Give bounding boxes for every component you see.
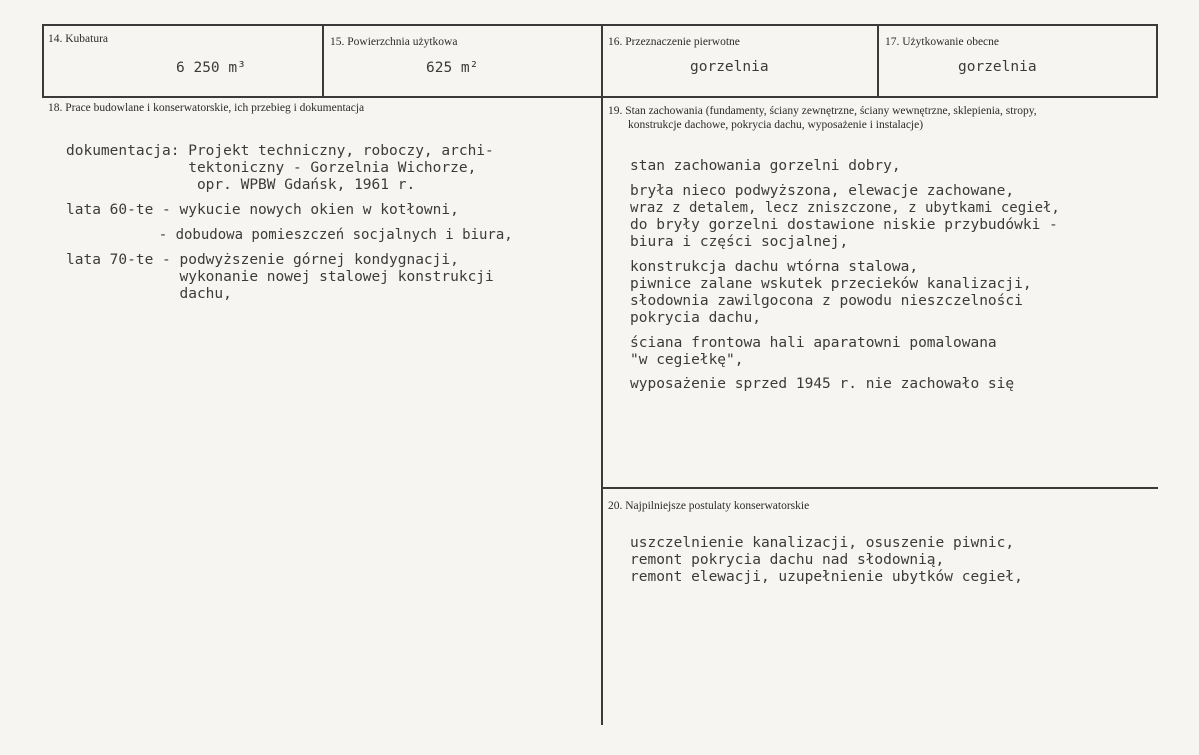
field-16-value: gorzelnia <box>690 59 769 75</box>
field-19-line: do bryły gorzelni dostawione niskie przybudówki - <box>630 217 1058 233</box>
field-20-label: 20. Najpilniejsze postulaty konserwatorskie <box>608 500 810 512</box>
field-19-line: słodownia zawilgocona z powodu nieszczelności <box>630 293 1023 309</box>
field-16-label: 16. Przeznaczenie pierwotne <box>608 36 740 48</box>
field-18-line: dokumentacja: Projekt techniczny, roboczy, archi- <box>66 143 494 159</box>
row1-divider <box>42 96 1158 98</box>
field-18-line: opr. WPBW Gdańsk, 1961 r. <box>66 177 416 193</box>
field-19-label-cont: konstrukcje dachowe, pokrycia dachu, wyposażenie i instalacje) <box>628 119 924 131</box>
field-20-line: remont pokrycia dachu nad słodownią, <box>630 552 945 568</box>
field-14-label: 14. Kubatura <box>48 33 109 45</box>
top-border <box>42 24 1158 26</box>
field-18-line: wykonanie nowej stalowej konstrukcji <box>66 269 494 285</box>
field-19-line: konstrukcja dachu wtórna stalowa, <box>630 259 919 275</box>
field-18-line: tektoniczny - Gorzelnia Wichorze, <box>66 160 477 176</box>
field-18-line: dachu, <box>66 286 232 302</box>
col-divider-14-15 <box>322 24 324 96</box>
field-18-line: lata 60-te - wykucie nowych okien w kotłowni, <box>66 202 459 218</box>
field-19-line: wraz z detalem, lecz zniszczone, z ubytkami cegieł, <box>630 200 1060 216</box>
f20-divider <box>602 487 1158 489</box>
right-border <box>1156 24 1158 96</box>
field-19-line: pokrycia dachu, <box>630 310 761 326</box>
field-18-line: lata 70-te - podwyższenie górnej kondygnacji, <box>66 252 459 268</box>
field-18-line: - dobudowa pomieszczeń socjalnych i biura, <box>66 227 513 243</box>
field-14-value: 6 250 m³ <box>176 60 246 76</box>
field-19-line: ściana frontowa hali aparatowni pomalowana <box>630 335 997 351</box>
field-19-line: stan zachowania gorzelni dobry, <box>630 158 901 174</box>
field-18-label: 18. Prace budowlane i konserwatorskie, ich przebieg i dokumentacja <box>48 102 365 114</box>
field-19-line: wyposażenie sprzed 1945 r. nie zachowało się <box>630 376 1015 392</box>
field-17-label: 17. Użytkowanie obecne <box>885 36 1000 48</box>
col-divider-main <box>601 24 603 725</box>
col-divider-16-17 <box>877 24 879 96</box>
field-19-line: bryła nieco podwyższona, elewacje zachowane, <box>630 183 1015 199</box>
field-15-label: 15. Powierzchnia użytkowa <box>330 36 458 48</box>
field-19-label: 19. Stan zachowania (fundamenty, ściany zewnętrzne, ściany wewnętrzne, sklepienia, stropy, <box>608 105 1037 117</box>
field-17-value: gorzelnia <box>958 59 1037 75</box>
field-19-line: "w cegiełkę", <box>630 352 744 368</box>
field-20-line: uszczelnienie kanalizacji, osuszenie piwnic, <box>630 535 1015 551</box>
field-19-line: piwnice zalane wskutek przecieków kanalizacji, <box>630 276 1032 292</box>
field-19-line: biura i części socjalnej, <box>630 234 849 250</box>
field-20-line: remont elewacji, uzupełnienie ubytków cegieł, <box>630 569 1023 585</box>
field-15-value: 625 m² <box>426 60 479 76</box>
left-border <box>42 24 44 96</box>
